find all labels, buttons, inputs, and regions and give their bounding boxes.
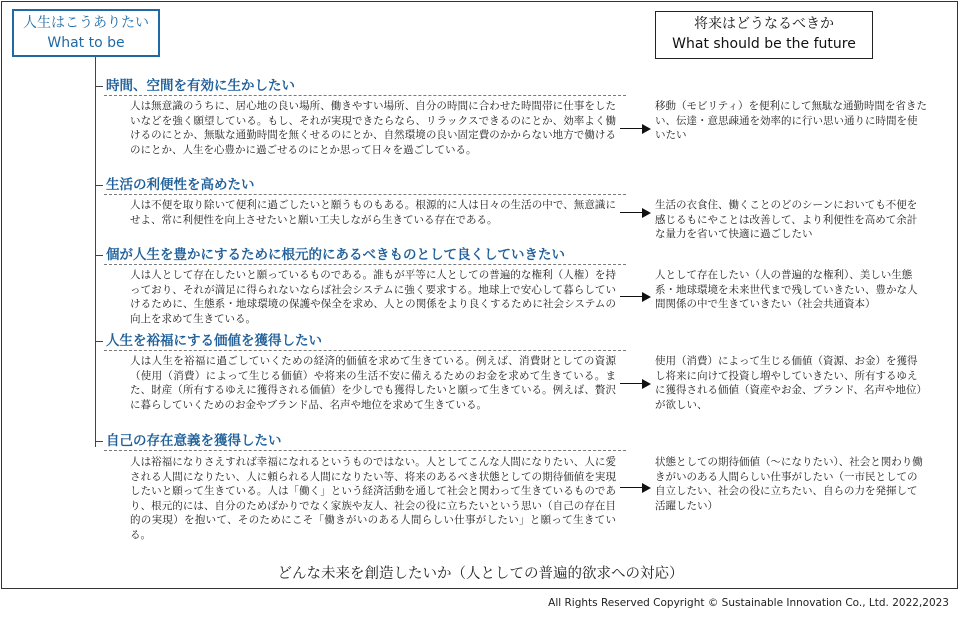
- tree-tick: [95, 185, 103, 186]
- title-left-en: What to be: [47, 35, 125, 51]
- tree-tick: [95, 255, 103, 256]
- section-heading: 個が人生を豊かにするために根元的にあるべきものとして良くしていきたい: [106, 247, 565, 263]
- copyright-notice: All Rights Reserved Copyright © Sustainable Innovation Co., Ltd. 2022,2023: [548, 597, 949, 609]
- title-future: [655, 11, 873, 59]
- title-what-to-be: [12, 9, 160, 57]
- section-body: 人は人生を裕福に過ごしていくための経済的価値を求めて生きている。例えば、消費財としての資源（使用（消費）によって生じる価値）や将来の生活不安に備えるためのお金を求めて生きている。また、財産（所有するゆえに獲得される価値）を少しでも獲得したいと願って生きている。例えば、贅沢に暮らしていくためのお金やブランド品、名声や地位を求めて生きている。: [130, 355, 616, 411]
- arrow-right-icon: [620, 208, 650, 218]
- arrow-right-icon: [620, 483, 650, 493]
- arrow-right-icon: [620, 124, 650, 134]
- section-result: 生活の衣食住、働くことのどのシーンにおいても不便を感じるもにやことは改善して、より利便性を高めて余計な量力を省いて快適に過ごしたい: [655, 199, 918, 241]
- tree-tick: [95, 86, 103, 87]
- title-left-ja: 人生はこうありたい: [23, 15, 149, 31]
- section-body: 人は無意識のうちに、居心地の良い場所、働きやすい場所、自分の時間に合わせた時間帯に仕事をしたいなどを強く願望している。もし、それが実現できたらなら、リラックスできるのにとか、効率よく働けるのにとか、無駄な通勤時間を無くせるのにとか、自然環境の良い固定費のかからない地方で働けるのにとか、人生を心豊かに過ごせるのにとか思って日々を過ごしている。: [130, 100, 616, 156]
- arrow-right-icon: [620, 292, 650, 302]
- arrow-right-icon: [620, 379, 650, 389]
- tree-vertical-line: [95, 57, 96, 447]
- section-body: 人は裕福になりさえすれば幸福になれるというものではない。人としてこんな人間になりたい、人に愛される人間になりたい、人に頼られる人間になりたい等、将来のあるべき状態としての期待価値を実現したいと願って生きている。人は「働く」という経済活動を通して社会と関わって生きているものであり、根元的には、自分のためばかりでなく家族や友人、社会の役に立ちたいという思い（自己の存在目的の実現）を抱いて、そのためにこそ「働きがいのある人間らしい仕事がしたい」と願って生きている。: [130, 456, 616, 541]
- section-result: 状態としての期待価値（～になりたい）、社会と関わり働きがいのある人間らしい仕事がしたい（一市民としての自立したい、社会の役に立ちたい、自らの力を発揮して活躍したい）: [655, 456, 923, 512]
- tree-tick: [95, 441, 103, 442]
- section-body: 人は人として存在したいと願っているものである。誰もが平等に人としての普遍的な権利（人権）を持っており、それが満足に得られないならば社会システムに強く要求する。地球上で安心して暮らしていけるために、生態系・地球環境の保護や保全を求め、人との関係をより良くするために社会システムの向上を求めて生きている。: [130, 269, 616, 325]
- section-body: 人は不便を取り除いて便利に過ごしたいと願うものもある。根源的に人は日々の生活の中で、無意識にせよ、常に利便性を向上させたいと願い工夫しながら生きている存在である。: [130, 199, 616, 226]
- section-heading: 自己の存在意義を獲得したい: [106, 433, 282, 449]
- section-result: 人として存在したい（人の普遍的な権利）、美しい生態系・地球環境を未来世代まで残していきたい、豊かな人間関係の中で生きていきたい（社会共通資本）: [655, 269, 918, 311]
- dashed-divider: [104, 194, 626, 195]
- dashed-divider: [104, 95, 626, 96]
- section-result: 移動（モビリティ）を便利にして無駄な通勤時間を省きたい、伝達・意思疎通を効率的に行い思い通りに時間を使いたい: [655, 100, 927, 142]
- bottom-statement: どんな未来を創造したいか（人としての普遍的欲求への対応）: [277, 566, 684, 582]
- section-result: 使用（消費）によって生じる価値（資源、お金）を獲得し将来に向けて投資し増やしていきたい、所有するゆえに獲得される価値（資産やお金、ブランド、名声や地位）が欲しい、: [655, 355, 922, 411]
- tree-tick: [95, 341, 103, 342]
- dashed-divider: [104, 264, 626, 265]
- title-right-en: What should be the future: [672, 36, 856, 52]
- dashed-divider: [104, 350, 626, 351]
- title-right-ja: 将来はどうなるべきか: [694, 16, 834, 32]
- section-heading: 生活の利便性を高めたい: [106, 177, 255, 193]
- section-heading: 時間、空間を有効に生かしたい: [106, 78, 295, 94]
- dashed-divider: [104, 450, 626, 451]
- section-heading: 人生を裕福にする価値を獲得したい: [106, 333, 322, 349]
